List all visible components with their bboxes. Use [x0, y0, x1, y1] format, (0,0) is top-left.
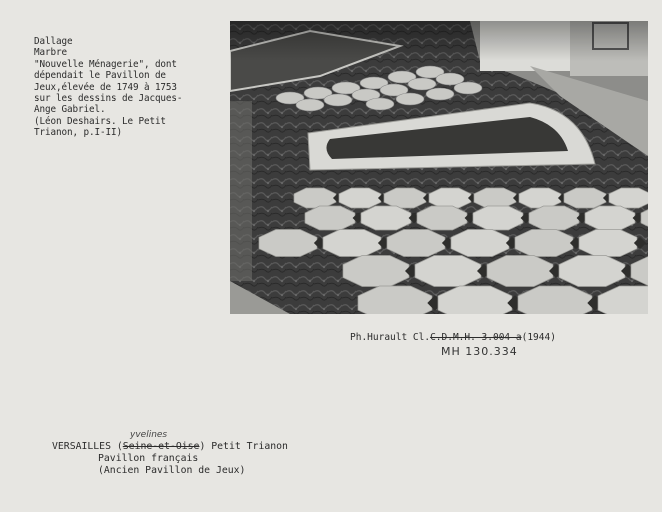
octagon-tile — [415, 256, 481, 287]
octagon-tile — [609, 188, 648, 208]
inventory-number: MH 130.334 — [441, 345, 518, 358]
octagon-tile — [579, 230, 637, 257]
octagon-tile — [387, 230, 445, 257]
octagon-tile — [339, 188, 381, 208]
credit-prefix: Ph.Hurault Cl. — [350, 332, 431, 343]
footer-line-3: (Ancien Pavillon de Jeux) — [98, 465, 246, 476]
caption-line: dépendait le Pavillon de — [34, 70, 166, 82]
footer-line-2: Pavillon français — [98, 453, 199, 464]
caption-block — [34, 36, 224, 139]
octagon-tile — [323, 230, 381, 257]
octagon-tile — [451, 230, 509, 257]
caption-line: Jeux,élevée de 1749 à 1753 — [34, 81, 177, 93]
octagon-tile — [585, 206, 635, 230]
photo-credit — [350, 332, 556, 343]
credit-struck-reference: C.D.M.H. 3.004 a — [430, 332, 522, 343]
caption-line: Dallage — [34, 36, 73, 47]
octagon-tile — [529, 206, 579, 230]
caption-line: Marbre — [34, 47, 67, 59]
floor-photograph — [230, 21, 648, 314]
octagon-tile — [515, 230, 573, 257]
caption-line: "Nouvelle Ménagerie", dont — [34, 58, 177, 70]
caption-line: (Léon Deshairs. Le Petit — [34, 115, 166, 127]
caption-line: Ange Gabriel. — [34, 104, 106, 116]
footer-city: VERSAILLES ( — [52, 441, 123, 452]
octagon-tile — [259, 230, 317, 257]
octagon-tile — [294, 188, 336, 208]
octagon-tile — [429, 188, 471, 208]
octagon-tile — [564, 188, 606, 208]
footer-line-1 — [52, 441, 288, 453]
caption-line: Trianon, p.I-II) — [34, 127, 122, 139]
octagon-tile — [474, 188, 516, 208]
octagon-tile — [343, 256, 409, 287]
credit-year: (1944) — [521, 332, 556, 343]
footer-struck-department: Seine-et-Oise — [122, 441, 200, 452]
octagon-tile — [473, 206, 523, 230]
octagon-tile — [519, 188, 561, 208]
octagon-tile — [559, 256, 625, 287]
octagon-tile — [305, 206, 355, 230]
octagon-tile — [361, 206, 411, 230]
handwritten-department: yvelines — [130, 430, 168, 440]
caption-line: sur les dessins de Jacques- — [34, 93, 183, 105]
octagon-tile — [487, 256, 553, 287]
footer-place: ) Petit Trianon — [199, 441, 288, 452]
location-footer — [52, 441, 288, 477]
octagon-tile — [417, 206, 467, 230]
octagon-tile — [384, 188, 426, 208]
